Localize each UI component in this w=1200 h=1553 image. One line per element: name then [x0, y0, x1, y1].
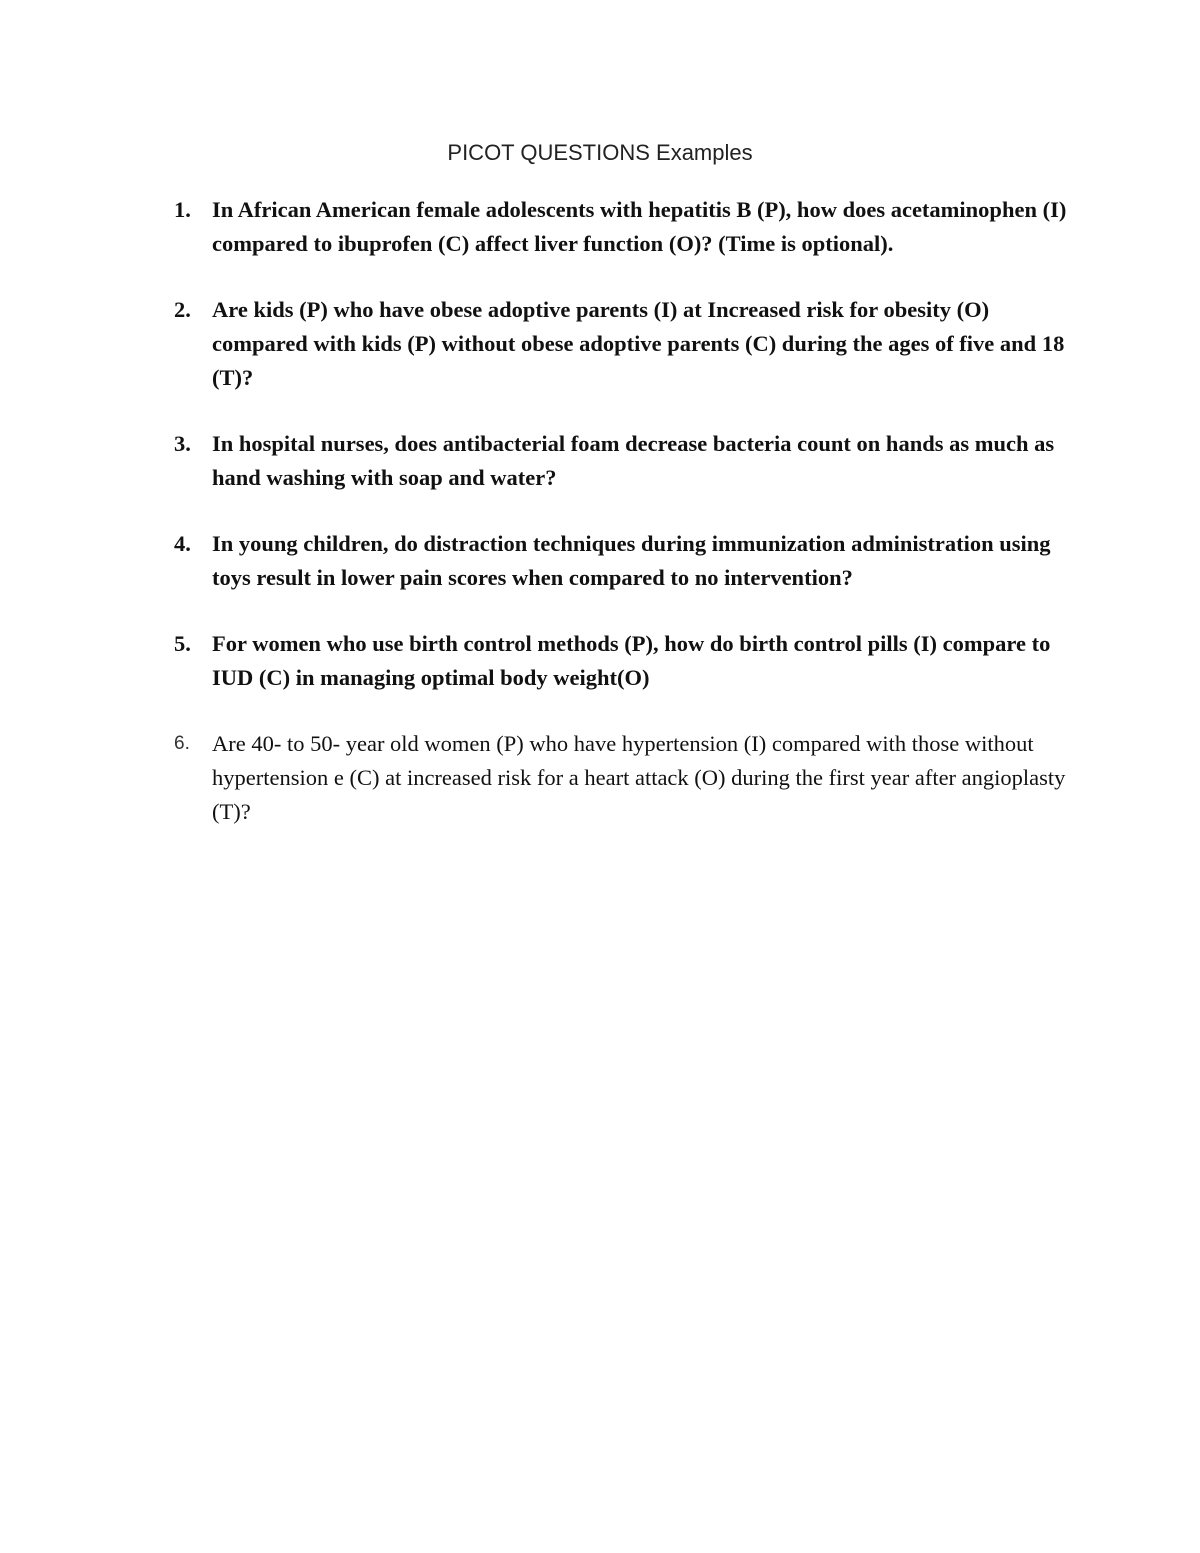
question-number: 2.: [174, 297, 191, 322]
question-item-6: [170, 727, 1070, 829]
question-text: Are 40- to 50- year old women (P) who have hypertension (I) compared with those without hypertension e (C) at increased risk for a heart attack (O) during the first year after angioplasty (T)?: [212, 731, 1066, 824]
question-text: Are kids (P) who have obese adoptive parents (I) at Increased risk for obesity (O) compared with kids (P) without obese adoptive parents (C) during the ages of five and 18 (T)?: [212, 297, 1065, 390]
question-item-3: [170, 427, 1070, 495]
question-number: 6.: [174, 733, 190, 754]
question-text: In young children, do distraction techniques during immunization administration using toys result in lower pain scores when compared to no intervention?: [212, 531, 1051, 590]
question-item-2: [170, 293, 1070, 395]
question-number: 3.: [174, 431, 191, 456]
question-text: In African American female adolescents with hepatitis B (P), how does acetaminophen (I) compared to ibuprofen (C) affect liver function (O)? (Time is optional).: [212, 197, 1067, 256]
picot-question-list: [170, 193, 1070, 861]
question-item-1: [170, 193, 1070, 261]
question-text: In hospital nurses, does antibacterial foam decrease bacteria count on hands as much as hand washing with soap and water?: [212, 431, 1055, 490]
question-text: For women who use birth control methods (P), how do birth control pills (I) compare to IUD (C) in managing optimal body weight(O): [212, 631, 1051, 690]
document-title: PICOT QUESTIONS Examples: [447, 140, 753, 165]
question-item-5: [170, 627, 1070, 695]
question-number: 4.: [174, 531, 191, 556]
question-number: 1.: [174, 197, 191, 222]
question-item-4: [170, 527, 1070, 595]
question-number: 5.: [174, 631, 191, 656]
